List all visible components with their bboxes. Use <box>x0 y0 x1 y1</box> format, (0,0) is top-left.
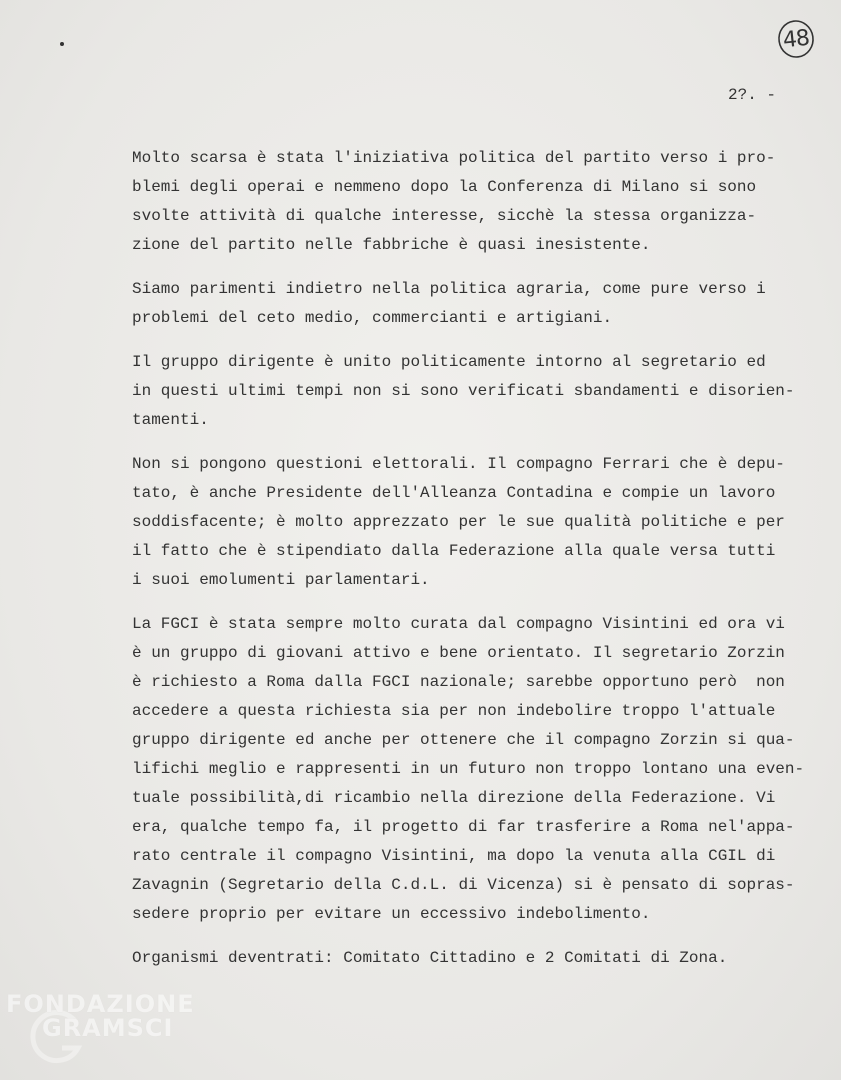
paragraph-organisms <box>132 944 822 973</box>
text-line: zione del partito nelle fabbriche è quasi inesistente. <box>132 236 651 254</box>
text-line: svolte attività di qualche interesse, sicchè la stessa organizza- <box>132 207 757 225</box>
text-line: i suoi emolumenti parlamentari. <box>132 571 430 589</box>
text-line: Zavagnin (Segretario della C.d.L. di Vicenza) si è pensato di sopras- <box>132 876 795 894</box>
text-line: il fatto che è stipendiato dalla Federazione alla quale versa tutti <box>132 542 776 560</box>
text-line: sedere proprio per evitare un eccessivo indebolimento. <box>132 905 651 923</box>
text-line: Il gruppo dirigente è unito politicamente intorno al segretario ed <box>132 353 766 371</box>
folio-stamp <box>776 18 816 60</box>
text-line: gruppo dirigente ed anche per ottenere che il compagno Zorzin si qua- <box>132 731 795 749</box>
typed-body <box>132 144 822 988</box>
ink-speck <box>60 42 64 46</box>
watermark-line-1: FONDAZIONE <box>6 990 195 1018</box>
text-line: lifichi meglio e rappresenti in un futuro non troppo lontano una even- <box>132 760 805 778</box>
text-line: soddisfacente; è molto apprezzato per le sue qualità politiche e per <box>132 513 785 531</box>
text-line: La FGCI è stata sempre molto curata dal compagno Visintini ed ora vi <box>132 615 785 633</box>
paragraph-agrarian <box>132 275 822 333</box>
page-number: 2?. - <box>728 86 777 104</box>
text-line: Siamo parimenti indietro nella politica agraria, come pure verso i <box>132 280 766 298</box>
text-line: Organismi deventrati: Comitato Cittadino e 2 Comitati di Zona. <box>132 949 728 967</box>
text-line: tuale possibilità,di ricambio nella direzione della Federazione. Vi <box>132 789 776 807</box>
text-line: è un gruppo di giovani attivo e bene orientato. Il segretario Zorzin <box>132 644 785 662</box>
archive-watermark <box>6 990 226 1070</box>
paragraph-fgci <box>132 610 822 929</box>
text-line: problemi del ceto medio, commercianti e artigiani. <box>132 309 613 327</box>
text-line: in questi ultimi tempi non si sono verificati sbandamenti e disorien- <box>132 382 795 400</box>
text-line: Non si pongono questioni elettorali. Il compagno Ferrari che è depu- <box>132 455 785 473</box>
watermark-line-2: GRAMSCI <box>42 1014 174 1042</box>
text-line: è richiesto a Roma dalla FGCI nazionale; sarebbe opportuno però non <box>132 673 785 691</box>
paragraph-leadership <box>132 348 822 435</box>
text-line: accedere a questa richiesta sia per non indebolire troppo l'attuale <box>132 702 776 720</box>
paragraph-workers <box>132 144 822 260</box>
text-line: tamenti. <box>132 411 209 429</box>
text-line: Molto scarsa è stata l'iniziativa politica del partito verso i pro- <box>132 149 776 167</box>
text-line: tato, è anche Presidente dell'Alleanza Contadina e compie un lavoro <box>132 484 776 502</box>
text-line: rato centrale il compagno Visintini, ma dopo la venuta alla CGIL di <box>132 847 776 865</box>
text-line: era, qualche tempo fa, il progetto di far trasferire a Roma nel'appa- <box>132 818 795 836</box>
text-line: blemi degli operai e nemmeno dopo la Conferenza di Milano si sono <box>132 178 757 196</box>
folio-number: 48 <box>781 25 811 53</box>
paragraph-elections <box>132 450 822 595</box>
